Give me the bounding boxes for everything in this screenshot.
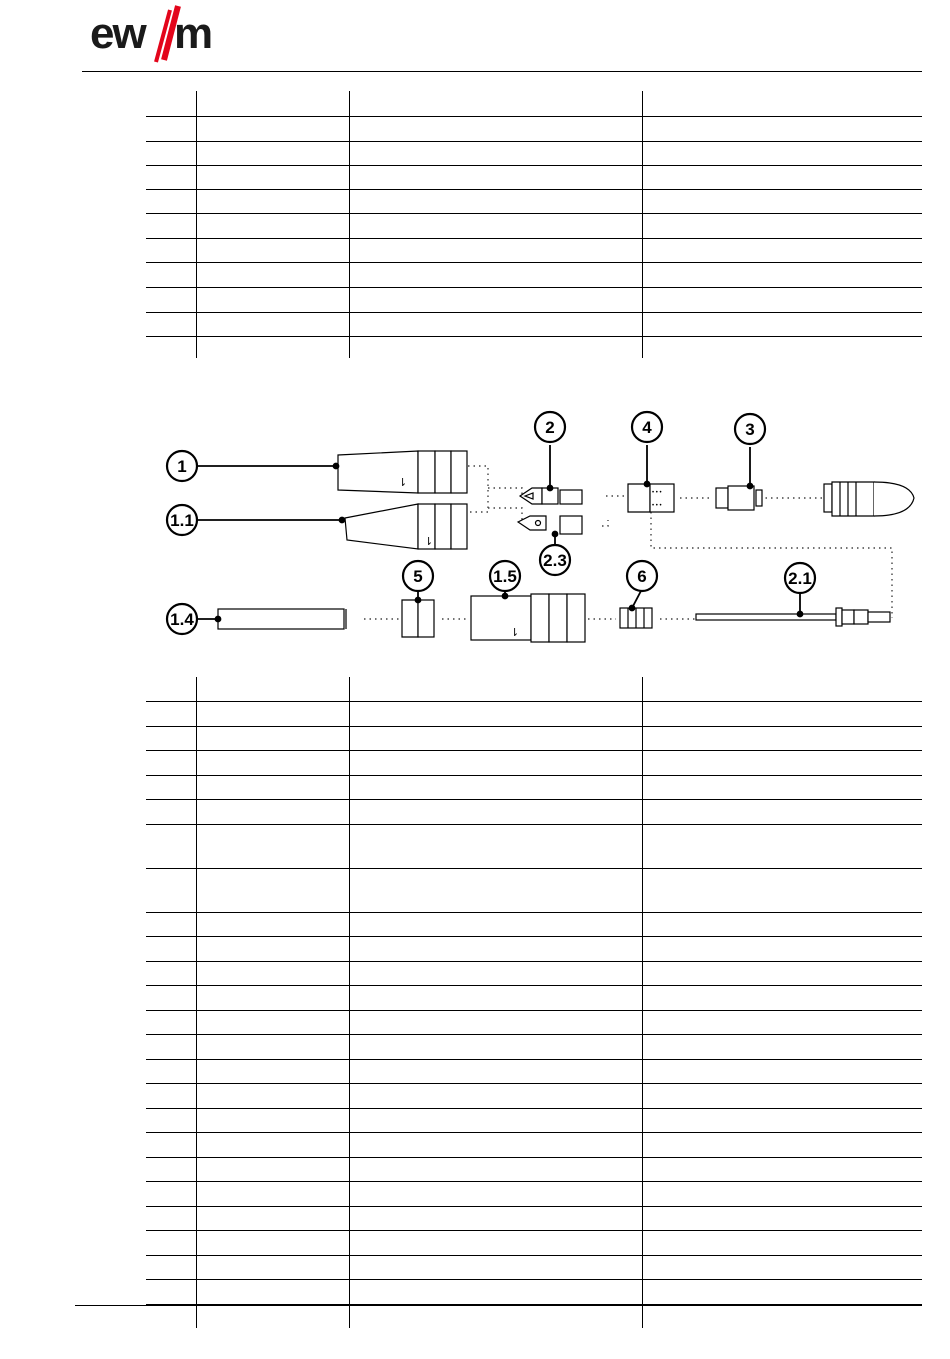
table-cell: [349, 141, 642, 165]
table-cell: [146, 824, 196, 868]
table-cell: [196, 189, 349, 213]
table-cell: [196, 961, 349, 986]
table-row: [146, 189, 922, 213]
table-row: [146, 1084, 922, 1109]
table-cell: [196, 937, 349, 962]
table-row: [146, 312, 922, 336]
callout-6: [627, 561, 657, 591]
table-cell: [349, 1182, 642, 1207]
table-cell: [642, 1108, 922, 1133]
table-cell: [196, 238, 349, 262]
table-cell: [196, 1182, 349, 1207]
table-cell: [349, 165, 642, 189]
table-row: [146, 1157, 922, 1182]
table-cell: [146, 312, 196, 336]
table-cell: [146, 677, 196, 702]
table-cell: [349, 937, 642, 962]
table-cell: [146, 238, 196, 262]
table-cell: [146, 189, 196, 213]
table-cell: [349, 116, 642, 141]
table-cell: [642, 141, 922, 165]
table-cell: [196, 1206, 349, 1231]
part-6-sleeve: [620, 608, 652, 628]
table-cell: [146, 287, 196, 312]
parts-table-bottom: [146, 677, 922, 1328]
table-cell: [146, 1182, 196, 1207]
table-cell: [642, 91, 922, 116]
table-cell: [196, 165, 349, 189]
table-row: [146, 238, 922, 262]
table-cell: [349, 1255, 642, 1280]
callout-1-4: [167, 604, 197, 634]
table-cell: [349, 1157, 642, 1182]
table-cell: [146, 1059, 196, 1084]
table-cell: [146, 1010, 196, 1035]
callout-1: [167, 451, 197, 481]
table-cell: [196, 726, 349, 751]
table-row: [146, 141, 922, 165]
table-cell: [349, 986, 642, 1011]
table-cell: [642, 868, 922, 912]
svg-text:m: m: [174, 9, 212, 58]
table-row: [146, 775, 922, 800]
table-row: [146, 1182, 922, 1207]
table-row: [146, 262, 922, 287]
table-row: [146, 336, 922, 358]
table-cell: [642, 1231, 922, 1256]
callout-2: [535, 412, 565, 442]
table-cell: [642, 262, 922, 287]
table-cell: [196, 1157, 349, 1182]
part-1-5-nozzle-sleeve: [471, 594, 585, 642]
table-cell: [349, 1084, 642, 1109]
table-cell: [196, 868, 349, 912]
callout-1-1: [167, 505, 197, 535]
table-row: [146, 824, 922, 868]
table-cell: [196, 287, 349, 312]
table-cell: [196, 1084, 349, 1109]
table-cell: [642, 287, 922, 312]
table-cell: [349, 800, 642, 825]
table-cell: [196, 141, 349, 165]
table-cell: [642, 961, 922, 986]
table-cell: [642, 986, 922, 1011]
callout-label: 3: [745, 420, 755, 439]
table-cell: [349, 1035, 642, 1060]
table-cell: [349, 262, 642, 287]
table-cell: [196, 824, 349, 868]
part-2-3-contact-tip-alt: [518, 516, 582, 534]
svg-text:• • •: • • •: [652, 490, 662, 496]
table-cell: [196, 1280, 349, 1305]
table-cell: [146, 937, 196, 962]
table-cell: [642, 677, 922, 702]
svg-text:⇂: ⇂: [510, 627, 520, 639]
svg-text:ew: ew: [90, 9, 145, 58]
exploded-parts-diagram: [150, 408, 920, 658]
table-cell: [146, 868, 196, 912]
callout-label: 1.4: [170, 610, 194, 629]
table-cell: [146, 141, 196, 165]
table-row: [146, 912, 922, 937]
table-cell: [349, 824, 642, 868]
table-row: [146, 1255, 922, 1280]
table-cell: [349, 91, 642, 116]
table-cell: [196, 91, 349, 116]
svg-text:⇂: ⇂: [424, 536, 434, 548]
table-cell: [349, 1059, 642, 1084]
table-cell: [642, 336, 922, 358]
table-cell: [349, 1231, 642, 1256]
table-row: [146, 702, 922, 727]
table-cell: [642, 702, 922, 727]
table-cell: [146, 702, 196, 727]
table-cell: [196, 800, 349, 825]
table-cell: [349, 1280, 642, 1305]
table-row: [146, 116, 922, 141]
table-cell: [349, 702, 642, 727]
table-cell: [196, 1035, 349, 1060]
table-cell: [349, 312, 642, 336]
table-cell: [349, 751, 642, 776]
table-cell: [349, 1010, 642, 1035]
part-1-4-insulation-tube: [218, 609, 346, 629]
table-cell: [642, 1255, 922, 1280]
table-row: [146, 961, 922, 986]
ewm-logo: [88, 4, 228, 66]
table-cell: [146, 1304, 196, 1328]
table-cell: [642, 751, 922, 776]
table-row: [146, 937, 922, 962]
table-cell: [196, 213, 349, 238]
torch-neck-end: [824, 482, 914, 516]
table-row: [146, 800, 922, 825]
table-cell: [349, 1206, 642, 1231]
callout-label: 1.1: [170, 511, 194, 530]
table-cell: [642, 1010, 922, 1035]
table-cell: [146, 262, 196, 287]
callout-label: 2: [545, 418, 555, 437]
table-row: [146, 1133, 922, 1158]
table-cell: [196, 336, 349, 358]
table-cell: [642, 1157, 922, 1182]
callout-label: 1: [177, 457, 187, 476]
callout-label: 2.1: [788, 569, 812, 588]
table-cell: [196, 702, 349, 727]
table-cell: [349, 1108, 642, 1133]
table-cell: [642, 116, 922, 141]
svg-text:⇂: ⇂: [398, 477, 408, 489]
table-cell: [642, 937, 922, 962]
table-cell: [349, 726, 642, 751]
table-cell: [146, 912, 196, 937]
table-cell: [349, 1133, 642, 1158]
table-cell: [146, 1035, 196, 1060]
table-cell: [349, 287, 642, 312]
table-cell: [642, 726, 922, 751]
table-cell: [349, 213, 642, 238]
table-cell: [146, 1084, 196, 1109]
part-4-gas-diffuser: [628, 484, 674, 512]
table-row: [146, 165, 922, 189]
part-2-1-electrode: [696, 608, 890, 626]
header-rule: [82, 71, 922, 72]
table-cell: [642, 238, 922, 262]
table-cell: [196, 1133, 349, 1158]
table-cell: [196, 751, 349, 776]
table-cell: [349, 868, 642, 912]
table-row: [146, 1059, 922, 1084]
callout-5: [403, 561, 433, 591]
table-cell: [642, 1035, 922, 1060]
table-cell: [642, 189, 922, 213]
table-cell: [642, 824, 922, 868]
table-cell: [146, 1280, 196, 1305]
table-row: [146, 1304, 922, 1328]
part-3-tip-holder: [716, 486, 762, 510]
table-cell: [146, 116, 196, 141]
table-cell: [146, 986, 196, 1011]
table-cell: [146, 775, 196, 800]
table-cell: [349, 912, 642, 937]
footer-rule: [75, 1305, 922, 1306]
svg-text:• • •: • • •: [652, 503, 662, 509]
table-cell: [349, 336, 642, 358]
table-row: [146, 1010, 922, 1035]
table-row: [146, 986, 922, 1011]
callout-2-3: [540, 545, 570, 575]
parts-table-top: [146, 91, 922, 358]
table-cell: [642, 165, 922, 189]
table-cell: [349, 961, 642, 986]
table-row: [146, 1206, 922, 1231]
table-cell: [642, 1084, 922, 1109]
table-cell: [196, 775, 349, 800]
table-cell: [642, 1304, 922, 1328]
table-cell: [146, 336, 196, 358]
table-cell: [196, 1231, 349, 1256]
callout-3: [735, 414, 765, 444]
table-cell: [146, 91, 196, 116]
table-cell: [642, 912, 922, 937]
callout-label: 6: [637, 567, 647, 586]
table-cell: [642, 312, 922, 336]
table-cell: [146, 165, 196, 189]
callout-2-1: [785, 563, 815, 593]
table-cell: [196, 1255, 349, 1280]
table-cell: [349, 775, 642, 800]
table-row: [146, 287, 922, 312]
callout-label: 4: [642, 418, 652, 437]
table-cell: [146, 1231, 196, 1256]
table-cell: [349, 1304, 642, 1328]
table-row: [146, 213, 922, 238]
callout-label: 2.3: [543, 551, 567, 570]
table-cell: [349, 677, 642, 702]
table-cell: [196, 986, 349, 1011]
table-cell: [146, 800, 196, 825]
table-row: [146, 677, 922, 702]
table-cell: [196, 1108, 349, 1133]
part-1-1-gas-nozzle-conical: [345, 504, 467, 549]
table-row: [146, 91, 922, 116]
table-cell: [642, 1059, 922, 1084]
table-cell: [349, 238, 642, 262]
table-cell: [642, 213, 922, 238]
table-cell: [196, 677, 349, 702]
callout-4: [632, 412, 662, 442]
table-cell: [642, 800, 922, 825]
table-cell: [146, 726, 196, 751]
table-cell: [196, 1304, 349, 1328]
table-row: [146, 1035, 922, 1060]
table-cell: [146, 751, 196, 776]
part-5-spacer: [402, 600, 434, 637]
table-cell: [196, 116, 349, 141]
table-cell: [196, 262, 349, 287]
table-row: [146, 751, 922, 776]
table-cell: [146, 1206, 196, 1231]
table-cell: [146, 1133, 196, 1158]
table-cell: [196, 1059, 349, 1084]
table-row: [146, 1108, 922, 1133]
table-cell: [642, 775, 922, 800]
table-row: [146, 1231, 922, 1256]
table-row: [146, 726, 922, 751]
callout-label: 1.5: [493, 567, 517, 586]
table-row: [146, 1280, 922, 1305]
table-cell: [196, 1010, 349, 1035]
table-cell: [196, 312, 349, 336]
table-cell: [146, 213, 196, 238]
table-cell: [642, 1280, 922, 1305]
callout-label: 5: [413, 567, 423, 586]
table-cell: [642, 1133, 922, 1158]
callout-1-5: [490, 561, 520, 591]
table-cell: [146, 961, 196, 986]
table-cell: [642, 1182, 922, 1207]
table-cell: [196, 912, 349, 937]
table-cell: [146, 1108, 196, 1133]
table-cell: [146, 1255, 196, 1280]
table-cell: [642, 1206, 922, 1231]
table-row: [146, 868, 922, 912]
table-cell: [146, 1157, 196, 1182]
part-1-gas-nozzle: [338, 451, 467, 493]
table-cell: [349, 189, 642, 213]
